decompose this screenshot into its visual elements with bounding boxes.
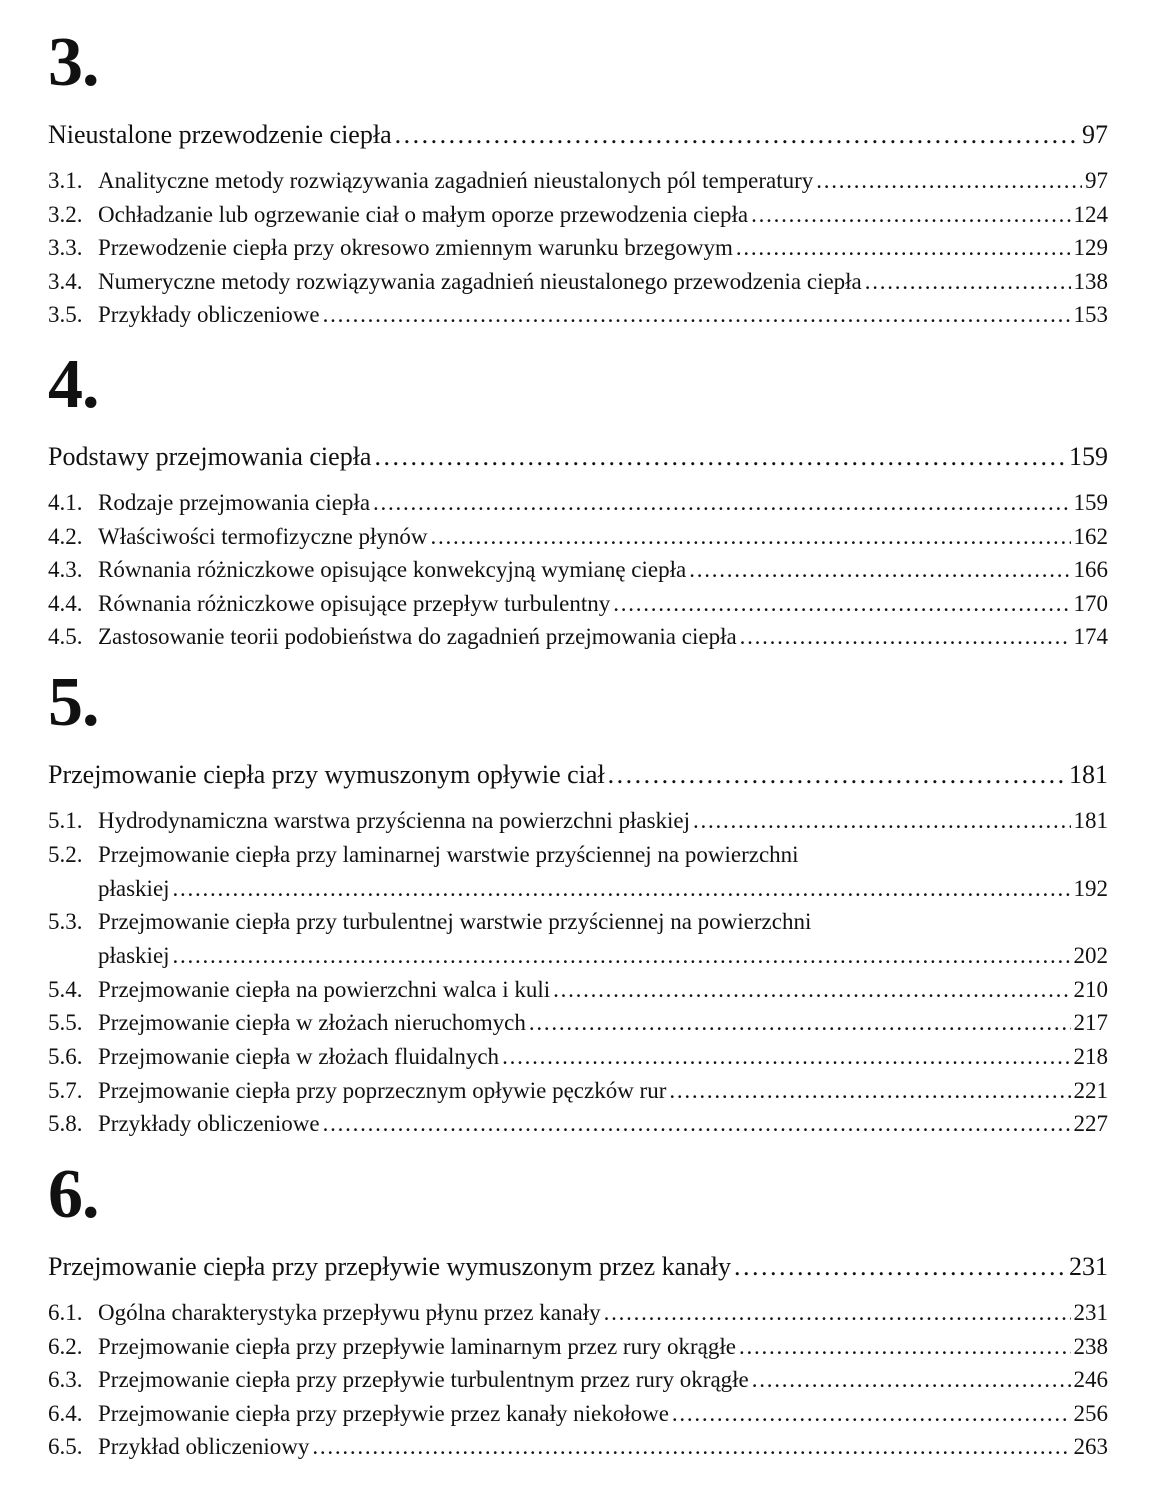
section-number: 3.2. [48,201,83,227]
section-title: Równania różniczkowe opisujące przepływ turbulentny [98,590,611,616]
page-number: 153 [1073,302,1108,328]
section-number: 6.1. [48,1300,83,1325]
page-number: 192 [1073,875,1108,901]
section-number: 5.7. [48,1077,83,1103]
page-number: 218 [1073,1043,1108,1069]
leader-dots [529,1010,1071,1036]
chapter-number: 4. [48,346,99,423]
toc-entry[interactable] [48,1300,1108,1334]
chapter-title-row[interactable] [48,120,1108,156]
leader-dots [608,760,1066,790]
section-title: Właściwości termofizyczne płynów [98,523,428,549]
page-number: 221 [1073,1077,1108,1103]
chapter-title-row[interactable] [48,760,1108,796]
section-number: 4.4. [48,590,83,616]
toc-entry[interactable] [48,269,1108,303]
page-number: 159 [1069,442,1108,471]
section-number: 6.3. [48,1367,83,1393]
leader-dots [312,1434,1070,1460]
section-title: Przejmowanie ciepła na powierzchni walca i kuli [98,976,551,1002]
section-number: 5.1. [48,808,83,833]
section-title: Przejmowanie ciepła przy przepływie turbulentnym przez rury okrągłe [98,1367,749,1393]
toc-entry[interactable] [48,1044,1108,1078]
section-number: 3.3. [48,235,83,261]
toc-entry-first-line[interactable] [48,909,1108,943]
chapter-5 [48,664,1108,1145]
page-number: 162 [1073,523,1108,549]
section-title: Przykład obliczeniowy [98,1434,310,1460]
chapter-title: Podstawy przejmowania ciepła [48,442,372,471]
section-title: Przejmowanie ciepła przy turbulentnej warstwie przyściennej na powierzchni [98,909,812,935]
section-title: Przykłady obliczeniowe [98,1111,320,1137]
section-number: 4.3. [48,557,83,583]
leader-dots [502,1044,1070,1070]
section-number: 4.5. [48,624,83,650]
section-number: 6.4. [48,1400,83,1426]
section-title: Przejmowanie ciepła w złożach nieruchomych [98,1010,526,1036]
section-title-continued: płaskiej [98,943,170,969]
toc-entry[interactable] [48,1111,1108,1145]
leader-dots [752,1367,1071,1393]
toc-entry[interactable] [48,557,1108,591]
section-number: 6.5. [48,1434,83,1460]
chapter-title: Nieustalone przewodzenie ciepła [48,120,392,149]
toc-entry[interactable] [48,1367,1108,1401]
page-number: 217 [1073,1010,1108,1036]
section-number: 3.1. [48,168,83,193]
chapter-number: 6. [48,1156,99,1233]
leader-dots [395,120,1079,150]
toc-entry[interactable] [48,1434,1108,1468]
section-number: 5.8. [48,1111,83,1137]
leader-dots [672,1401,1071,1427]
section-number: 4.1. [48,490,83,515]
leader-dots [323,302,1071,328]
chapter-title: Przejmowanie ciepła przy przepływie wymuszonym przez kanały [48,1252,731,1281]
leader-dots [739,1334,1071,1360]
section-number: 5.3. [48,909,83,935]
section-number: 4.2. [48,523,83,549]
page-number: 246 [1073,1367,1108,1393]
toc-entry[interactable] [48,977,1108,1011]
page-number: 170 [1073,590,1108,616]
page-number: 231 [1069,1252,1108,1281]
toc-entry[interactable] [48,1334,1108,1368]
page-number: 166 [1073,557,1108,583]
section-title: Analityczne metody rozwiązywania zagadnień nieustalonych pól temperatury [98,168,814,193]
page-number: 129 [1073,235,1108,261]
page-number: 202 [1073,943,1108,969]
toc-entry[interactable] [48,1401,1108,1435]
page-number: 159 [1073,490,1108,515]
section-title: Przejmowanie ciepła przy przepływie laminarnym przez rury okrągłe [98,1333,736,1359]
chapter-title: Przejmowanie ciepła przy wymuszonym opływie ciał [48,760,605,789]
chapter-number: 5. [48,664,99,741]
leader-dots [431,524,1071,550]
page-number: 181 [1069,760,1108,789]
section-title: Zastosowanie teorii podobieństwa do zagadnień przejmowania ciepła [98,624,737,650]
toc-entry[interactable] [48,202,1108,236]
leader-dots [816,168,1082,194]
page-number: 174 [1073,624,1108,650]
leader-dots [323,1111,1071,1137]
section-title: Przejmowanie ciepła w złożach fluidalnych [98,1043,500,1069]
section-number: 6.2. [48,1333,83,1359]
leader-dots [865,269,1071,295]
section-title: Przejmowanie ciepła przy przepływie przez kanały niekołowe [98,1400,669,1426]
leader-dots [689,557,1070,583]
leader-dots [669,1078,1070,1104]
page-number: 97 [1082,120,1108,149]
leader-dots [374,442,1066,472]
leader-dots [373,490,1070,516]
toc-entry[interactable] [48,490,1108,524]
section-title: Ochładzanie lub ogrzewanie ciał o małym oporze przewodzenia ciepła [98,201,749,227]
section-number: 3.4. [48,268,83,294]
toc-entry[interactable] [48,624,1108,658]
section-number: 5.5. [48,1010,83,1036]
page-number: 210 [1073,976,1108,1002]
section-title: Ogólna charakterystyka przepływu płynu przez kanały [98,1300,601,1325]
page-number: 256 [1073,1400,1108,1426]
toc-entry[interactable] [48,1078,1108,1112]
toc-entry-continuation[interactable] [48,876,1108,910]
leader-dots [740,624,1071,650]
toc-entry[interactable] [48,1010,1108,1044]
toc-entry[interactable] [48,808,1108,842]
toc-entry[interactable] [48,302,1108,336]
section-title: Przewodzenie ciepła przy okresowo zmiennym warunku brzegowym [98,235,733,261]
section-title-continued: płaskiej [98,875,170,901]
leader-dots [553,977,1070,1003]
toc-entry-first-line[interactable] [48,842,1108,876]
page-number: 227 [1073,1111,1108,1137]
section-title: Przykłady obliczeniowe [98,302,320,328]
chapter-title-row[interactable] [48,442,1108,478]
section-title: Przejmowanie ciepła przy poprzecznym opływie pęczków rur [98,1077,667,1103]
page-number: 97 [1085,168,1108,193]
toc-entry[interactable] [48,235,1108,269]
leader-dots [751,202,1070,228]
section-number: 5.6. [48,1043,83,1069]
section-number: 5.2. [48,841,83,867]
page-number: 138 [1073,268,1108,294]
leader-dots [734,1252,1066,1282]
section-number: 5.4. [48,976,83,1002]
chapter-6 [48,1156,1108,1468]
leader-dots [604,1300,1071,1326]
leader-dots [736,235,1071,261]
chapter-3 [48,24,1108,336]
leader-dots [173,876,1071,902]
page-number: 263 [1073,1434,1108,1460]
chapter-4 [48,346,1108,658]
section-title: Rodzaje przejmowania ciepła [98,490,371,515]
page-number: 231 [1073,1300,1108,1325]
section-title: Równania różniczkowe opisujące konwekcyjną wymianę ciepła [98,557,687,583]
section-title: Hydrodynamiczna warstwa przyścienna na powierzchni płaskiej [98,808,691,833]
leader-dots [693,808,1070,834]
section-title: Przejmowanie ciepła przy laminarnej warstwie przyściennej na powierzchni [98,841,799,867]
chapter-title-row[interactable] [48,1252,1108,1288]
page-number: 181 [1073,808,1108,833]
leader-dots [613,591,1070,617]
toc-entry[interactable] [48,524,1108,558]
toc-entry-continuation[interactable] [48,943,1108,977]
page-number: 124 [1073,201,1108,227]
chapter-number: 3. [48,24,99,101]
toc-entry[interactable] [48,591,1108,625]
toc-entry[interactable] [48,168,1108,202]
leader-dots [173,943,1071,969]
page-number: 238 [1073,1333,1108,1359]
section-title: Numeryczne metody rozwiązywania zagadnień nieustalonego przewodzenia ciepła [98,268,862,294]
section-number: 3.5. [48,302,83,328]
